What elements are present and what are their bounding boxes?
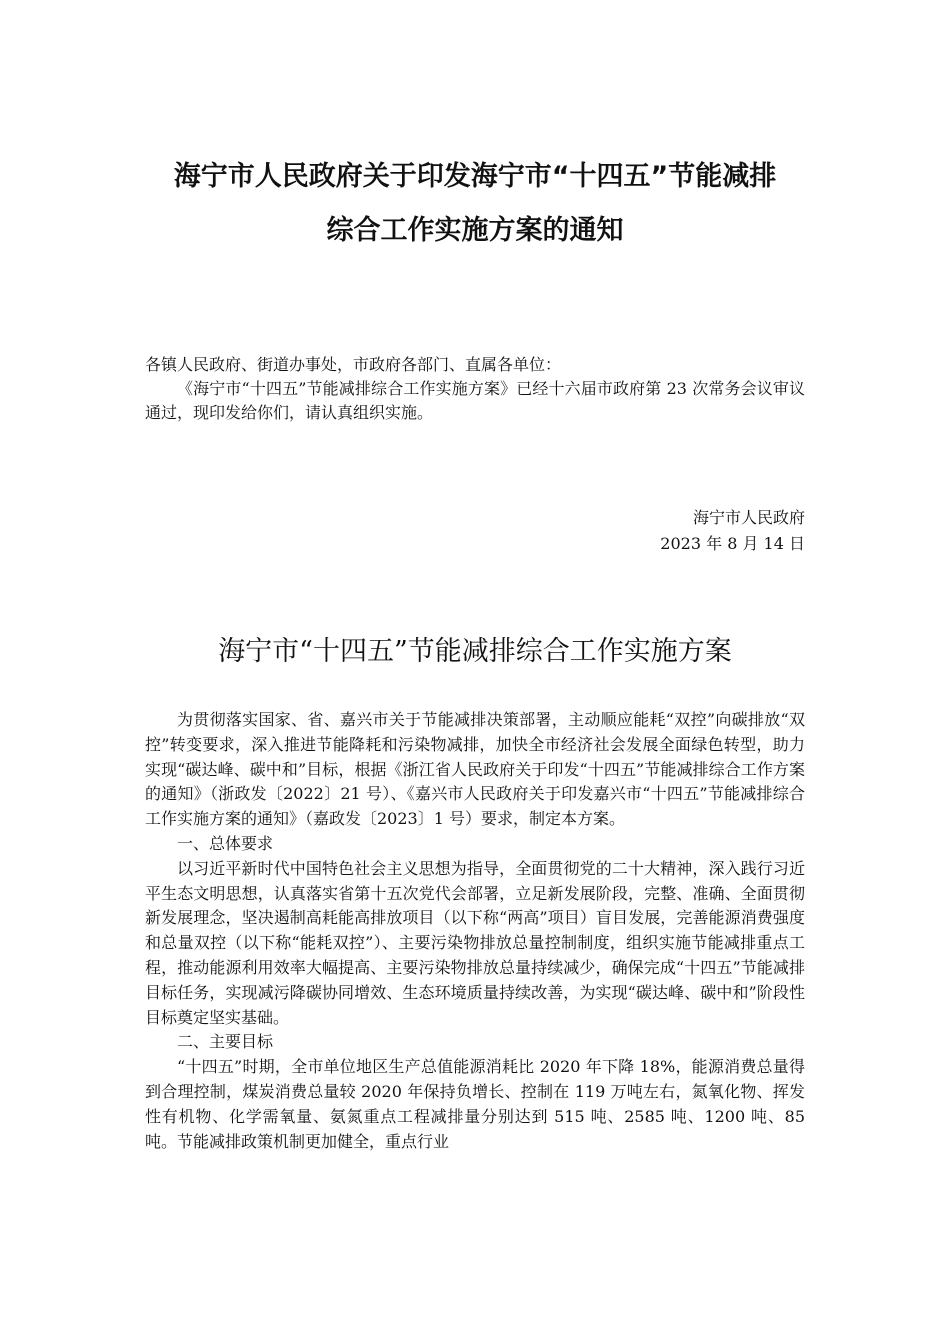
plan-content (145, 708, 805, 1154)
salutation: 各镇人民政府、街道办事处，市政府各部门、直属各单位： (145, 355, 562, 374)
plan-title: 海宁市“十四五”节能减排综合工作实施方案 (218, 636, 732, 667)
notice-title-line-2: 综合工作实施方案的通知 (326, 215, 624, 246)
issue-date: 2023 年 8 月 14 日 (660, 534, 805, 553)
issuer: 海宁市人民政府 (692, 508, 805, 527)
plan-intro: 为贯彻落实国家、省、嘉兴市关于节能减排决策部署，主动顺应能耗“双控”向碳排放“双控”转变要求，深入推进节能降耗和污染物减排，加快全市经济社会发展全面绿色转型，助力实现“碳达峰、碳中和”目标，根据《浙江省人民政府关于印发“十四五”节能减排综合工作方案的通知》（浙政发〔2022〕21 号）、《嘉兴市人民政府关于印发嘉兴市“十四五”节能减排综合工作实施方案的通知》（嘉政发〔2023〕1 号）要求，制定本方案。 (145, 710, 805, 829)
notice-paragraph: 《海宁市“十四五”节能减排综合工作实施方案》已经十六届市政府第 23 次常务会议审议通过，现印发给你们，请认真组织实施。 (145, 379, 805, 422)
section-paragraph: 以习近平新时代中国特色社会主义思想为指导，全面贯彻党的二十大精神，深入践行习近平生态文明思想，认真落实省第十五次党代会部署，立足新发展阶段，完整、准确、全面贯彻新发展理念，坚决遏制高耗能高排放项目（以下称“两高”项目）盲目发展，完善能源消费强度和总量双控（以下称“能耗双控”）、主要污染物排放总量控制制度，组织实施节能减排重点工程，推动能源利用效率大幅提高、主要污染物排放总量持续减少，确保完成“十四五”节能减排目标任务，实现减污降碳协同增效、生态环境质量持续改善，为实现“碳达峰、碳中和”阶段性目标奠定坚实基础。 (145, 858, 805, 1027)
signature-block (660, 505, 805, 557)
section-heading: 一、总体要求 (177, 833, 274, 853)
notice-title-line-1: 海宁市人民政府关于印发海宁市“十四五”节能减排 (173, 161, 777, 192)
notice-body (145, 353, 805, 425)
notice-title (145, 150, 805, 258)
section-paragraph: “十四五”时期，全市单位地区生产总值能源消耗比 2020 年下降 18%，能源消费总量得到合理控制，煤炭消费总量较 2020 年保持负增长、控制在 119 万吨左右，氮氧化物、挥发性有机物、化学需氧量、氨氮重点工程减排量分别达到 515 吨、2585 吨、1200 吨、85 吨。节能减排政策机制更加健全，重点行业 (145, 1057, 805, 1151)
section-heading: 二、主要目标 (177, 1032, 274, 1052)
